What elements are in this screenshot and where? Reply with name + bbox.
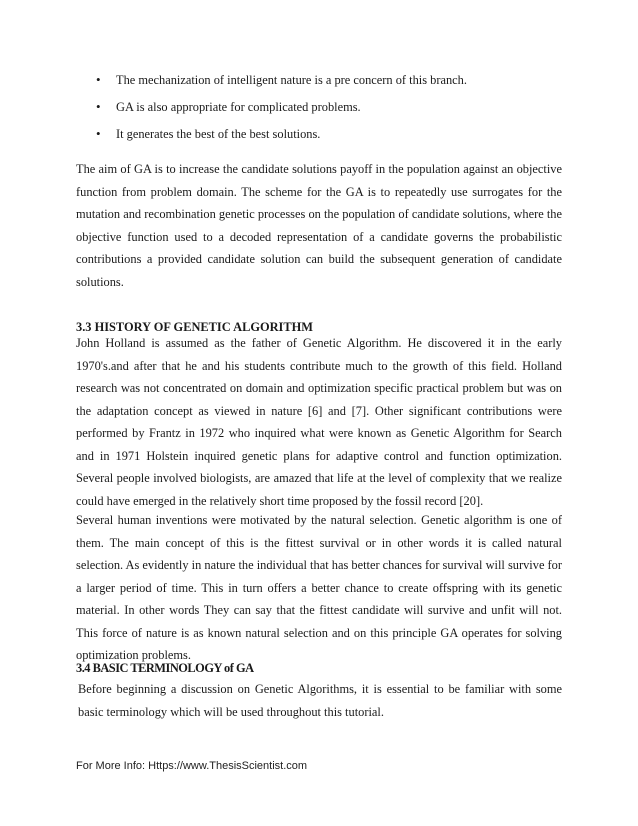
- list-item-text: It generates the best of the best solutions.: [116, 127, 321, 141]
- bullet-icon: •: [96, 72, 101, 87]
- list-item-text: The mechanization of intelligent nature is a pre concern of this branch.: [116, 73, 467, 87]
- intro-paragraph: The aim of GA is to increase the candidate solutions payoff in the population against an objective function from problem domain. The scheme for the GA is to repeatedly use surrogates for the mutation and recombination genetic processes on the population of candidate solutions, where the objective function used to a decoded representation of a candidate governs the probabilistic contributions a provided candidate solution can build the subsequent generation of candidate solutions.: [76, 162, 562, 289]
- list-item: [96, 99, 576, 126]
- history-paragraph: John Holland is assumed as the father of Genetic Algorithm. He discovered it in the early 1970's.and after that he and his students contribute much to the growth of this field. Holland research was not concentrated on domain and optimization specific practical problem but was on the adaptation concept as viewed in nature [6] and [7]. Other significant contributions were performed by Frantz in 1972 who inquired what were known as Genetic Algorithm for Search and in 1971 Holstein inquired genetic plans for adaptive control and function optimization. Several people involved biologists, are amazed that life at the level of complexity that we realize could have emerged in the relatively short time proposed by the fossil record [20].: [76, 336, 562, 508]
- list-item-text: GA is also appropriate for complicated problems.: [116, 100, 361, 114]
- footer-link-text: For More Info: Https://www.ThesisScientist.com: [76, 760, 308, 772]
- list-item: [96, 72, 576, 99]
- natural-selection-paragraph: Several human inventions were motivated by the natural selection. Genetic algorithm is one of them. The main concept of this is the fittest survival or in other words it is called natural selection. As evidently in nature the individual that has better chances for survival will survive for a larger period of time. This in turn offers a better chance to create offspring with its genetic material. In other words They can say that the fittest candidate will survive and unfit will not. This force of nature is as known natural selection and on this principle GA operates for solving optimization problems.: [76, 513, 562, 662]
- bullet-list: [96, 72, 576, 153]
- section-heading-terminology: 3.4 BASIC TERMINOLOGY of GA: [76, 661, 254, 675]
- terminology-paragraph: Before beginning a discussion on Genetic Algorithms, it is essential to be familiar with some basic terminology which will be used throughout this tutorial.: [78, 682, 562, 719]
- bullet-icon: •: [96, 126, 101, 141]
- list-item: [96, 126, 576, 153]
- bullet-icon: •: [96, 99, 101, 114]
- section-heading-history: 3.3 HISTORY OF GENETIC ALGORITHM: [76, 320, 313, 334]
